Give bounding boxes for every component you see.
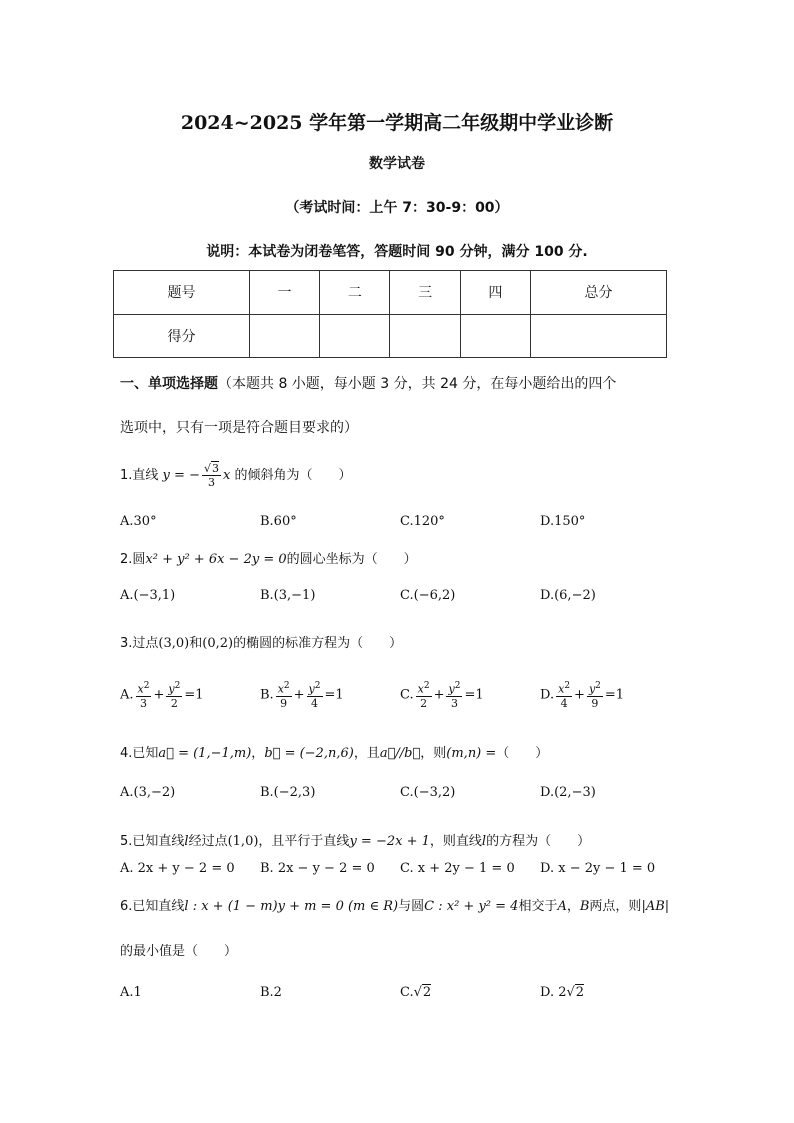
q4-parallel: a⃗//b⃗ (379, 746, 421, 761)
q5-options (120, 861, 680, 891)
q1-options (120, 514, 680, 544)
q1-option-a[interactable]: A.30° (120, 514, 157, 529)
section1-desc1: （本题共 8 小题，每小题 3 分，共 24 分，在每小题给出的四个 (218, 376, 617, 392)
score-cell: 得分 (114, 314, 250, 358)
score-cell: 三 (390, 271, 460, 315)
q6-option-b[interactable]: B.2 (260, 985, 282, 1000)
q6-text2: 与圆 (398, 899, 425, 914)
q6-point-a: A (557, 899, 567, 914)
q4-suffix: （ ） (496, 746, 549, 761)
q5-option-a[interactable]: A. 2x + y − 2 = 0 (120, 861, 235, 876)
score-table-header-row (114, 271, 667, 315)
q4-option-a[interactable]: A.(3,−2) (120, 785, 176, 800)
score-input-cell[interactable] (320, 314, 390, 358)
q5-text2: 经过点 (188, 834, 228, 849)
q3-point2: (0,2) (202, 636, 234, 651)
q4-vector-b: b⃗ = (−2,n,6) (264, 746, 354, 761)
score-input-cell[interactable] (460, 314, 530, 358)
score-cell: 四 (460, 271, 530, 315)
score-cell: 题号 (114, 271, 250, 315)
q1-prefix: 1.直线 (120, 468, 159, 483)
q6-circle: C : x² + y² = 4 (424, 899, 519, 914)
q5-option-c[interactable]: C. x + 2y − 1 = 0 (400, 861, 515, 876)
question-5 (120, 830, 590, 849)
exam-title: 2024~2025 学年第一学期高二年级期中学业诊断 (180, 112, 614, 134)
q3-option-d[interactable]: D. $\frac{x^2}{4}$ + $\frac{y^2}{9}$ =1 (540, 681, 625, 710)
q2-option-c[interactable]: C.(−6,2) (400, 588, 456, 603)
q5-text4: ，则直线 (429, 834, 482, 849)
section1-heading: 一、单项选择题 (120, 376, 218, 392)
score-input-cell[interactable] (390, 314, 460, 358)
q3-suffix: 的椭圆的标准方程为（ ） (233, 636, 403, 651)
q3-option-a[interactable]: A. $\frac{x^2}{3}$ + $\frac{y^2}{2}$ =1 (120, 681, 204, 710)
q4-options (120, 785, 680, 815)
q5-text3: ，且平行于直线 (258, 834, 350, 849)
q2-options (120, 588, 680, 618)
question-4: 4.已知a⃗ = (1,−1,m)，b⃗ = (−2,n,6)，且a⃗//b⃗，则(m,n) =（ ） (120, 746, 549, 761)
q3-options (120, 680, 680, 710)
q3-option-b[interactable]: B. $\frac{x^2}{9}$ + $\frac{y^2}{4}$ =1 (260, 681, 344, 710)
q4-option-b[interactable]: B.(−2,3) (260, 785, 316, 800)
q6-option-c[interactable]: C.√2 (400, 985, 432, 1000)
q6-option-c-label: C. (400, 985, 414, 1000)
q6-option-d-label: D. 2 (540, 985, 567, 1000)
q4-prefix: 4.已知 (120, 746, 159, 761)
q3-prefix: 3.过点 (120, 636, 159, 651)
q6-line: l : x + (1 − m)y + m = 0 (m ∈ R) (184, 899, 399, 914)
q3-mid: 和 (189, 636, 203, 651)
q3-option-c[interactable]: C. $\frac{x^2}{2}$ + $\frac{y^2}{3}$ =1 (400, 681, 484, 710)
q6-ab: |AB| (641, 899, 670, 914)
q2-expression: x² + y² + 6x − 2y = 0 (145, 552, 287, 567)
q4-vector-a: a⃗ = (1,−1,m) (158, 746, 252, 761)
question-2 (120, 548, 417, 567)
q2-option-a[interactable]: A.(−3,1) (120, 588, 176, 603)
score-input-cell[interactable] (531, 314, 667, 358)
q1-option-d[interactable]: D.150° (540, 514, 586, 529)
score-table (113, 270, 667, 358)
q5-option-d[interactable]: D. x − 2y − 1 = 0 (540, 861, 656, 876)
q5-text5: 的方程为（ ） (486, 834, 591, 849)
q2-option-d[interactable]: D.(6,−2) (540, 588, 596, 603)
exam-time: （考试时间：上午 7：30-9：00） (285, 200, 509, 216)
q6-option-a[interactable]: A.1 (120, 985, 142, 1000)
q4-tail: ，则 (420, 746, 447, 761)
q6-text3: 相交于 (518, 899, 558, 914)
q2-option-b[interactable]: B.(3,−1) (260, 588, 316, 603)
q5-line: y = −2x + 1 (349, 834, 430, 849)
score-input-cell[interactable] (249, 314, 319, 358)
section1-desc2: 选项中，只有一项是符合题目要求的） (120, 420, 358, 436)
q5-option-b[interactable]: B. 2x − y − 2 = 0 (260, 861, 375, 876)
q6-line2: 的最小值是（ ） (120, 944, 238, 959)
q4-mn: (m,n) = (446, 746, 497, 761)
q1-option-b[interactable]: B.60° (260, 514, 297, 529)
q6-option-d[interactable]: D. 2√2 (540, 985, 585, 1000)
question-6 (120, 895, 669, 914)
score-cell: 一 (249, 271, 319, 315)
q5-l: l (184, 834, 189, 849)
q4-cond: ，且 (353, 746, 380, 761)
score-cell: 总分 (531, 271, 667, 315)
q1-suffix: 的倾斜角为（ ） (234, 468, 352, 483)
exam-note: 说明：本试卷为闭卷笔答，答题时间 90 分钟，满分 100 分. (206, 244, 588, 260)
question-3 (120, 632, 402, 651)
q4-option-d[interactable]: D.(2,−3) (540, 785, 596, 800)
q5-l2: l (481, 834, 487, 849)
q4-option-c[interactable]: C.(−3,2) (400, 785, 456, 800)
q6-point-b: B (579, 899, 590, 914)
q1-option-c[interactable]: C.120° (400, 514, 445, 529)
q6-text4: ， (566, 899, 580, 914)
q1-fraction: $\frac{√3}{3}$ (203, 462, 219, 489)
q2-prefix: 2.圆 (120, 552, 146, 567)
q2-suffix: 的圆心坐标为（ ） (286, 552, 417, 567)
score-table-score-row (114, 314, 667, 358)
q5-text1: 5.已知直线 (120, 834, 185, 849)
q5-point: (1,0) (227, 834, 259, 849)
q3-point1: (3,0) (158, 636, 190, 651)
section1-heading-line (120, 373, 616, 393)
q6-text1: 6.已知直线 (120, 899, 185, 914)
q6-options (120, 985, 680, 1015)
question-1: 1.直线 y = − $\frac{√3}{3}$ x 的倾斜角为（ ） (120, 462, 352, 489)
q6-text5: 两点，则 (589, 899, 642, 914)
exam-subject: 数学试卷 (369, 156, 425, 172)
score-cell: 二 (320, 271, 390, 315)
